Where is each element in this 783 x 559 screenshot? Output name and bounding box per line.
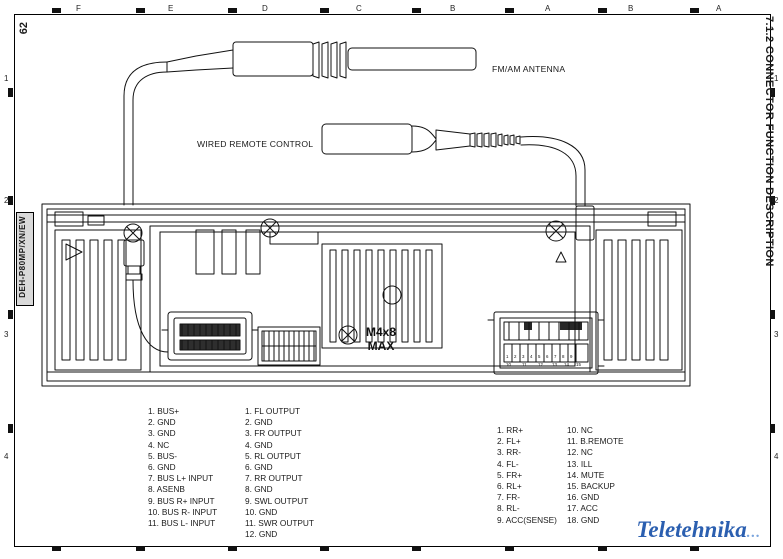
pin-item: 8. RL- [497,503,520,514]
pin-item: 5. FR+ [497,469,523,480]
pin-item: 4. GND [245,439,273,450]
pin-item: 2. GND [245,417,273,428]
svg-text:15: 15 [576,362,581,367]
column-mark-f: F [76,4,81,13]
row-mark-3: 3 [4,330,9,339]
watermark [636,517,761,543]
screw-spec-line1: M4x8 [365,325,397,339]
watermark-dots: ... [746,525,761,541]
pin-item: 7. BUS L+ INPUT [148,473,214,484]
svg-text:9: 9 [570,354,573,359]
pin-item: 1. BUS+ [148,406,180,416]
svg-text:1: 1 [506,354,509,359]
column-mark-e: E [168,4,174,13]
row-mark-1-right: 1 [774,74,779,83]
pin-item: 6. RL+ [497,481,522,492]
pin-item: 18. GND [567,514,600,525]
pin-item: 8. ASENB [148,484,185,495]
pin-item: 12. NC [567,447,593,458]
pin-item: 8. GND [245,484,273,495]
svg-text:8: 8 [562,354,565,359]
pin-item: 2. FL+ [497,436,521,447]
column-mark-b: B [450,4,456,13]
pin-list-bus [148,406,217,529]
pin-item: 10. NC [567,425,593,435]
svg-text:2: 2 [514,354,517,359]
pin-item: 15. BACKUP [567,481,615,492]
pin-item: 13. ILL [567,458,593,469]
row-mark-3-right: 3 [774,330,779,339]
pin-item: 6. GND [245,462,273,473]
row-mark-4: 4 [4,452,9,461]
pin-item: 1. RR+ [497,425,524,435]
svg-text:12: 12 [538,362,543,367]
pin-item: 9. BUS R+ INPUT [148,495,215,506]
pin-list-power-right [567,425,624,526]
column-mark-a: A [545,4,551,13]
pin-item: 16. GND [567,492,600,503]
column-mark-c: C [356,4,362,13]
pin-item: 17. ACC [567,503,598,514]
column-mark-a2: A [716,4,722,13]
row-mark-4-right: 4 [774,452,779,461]
page-number: 62 [18,22,30,35]
pin-item: 2. GND [148,417,176,428]
svg-text:7: 7 [554,354,557,359]
pin-list-output [245,406,314,540]
pin-item: 3. RR- [497,447,521,458]
row-mark-2: 2 [4,196,9,205]
pin-item: 11. SWR OUTPUT [245,518,314,529]
pin-item: 10. GND [245,506,278,517]
svg-text:4: 4 [530,354,533,359]
pin-item: 5. BUS- [148,450,178,461]
pin-item: 5. RL OUTPUT [245,450,301,461]
pin-item: 12. GND [245,529,278,540]
pin-item: 4. FL- [497,458,519,469]
pin-item: 7. RR OUTPUT [245,473,303,484]
pin-item: 9. ACC(SENSE) [497,514,557,525]
pin-item: 1. FL OUTPUT [245,406,301,416]
pin-item: 3. GND [148,428,176,439]
svg-text:10: 10 [506,362,511,367]
svg-text:11: 11 [522,362,527,367]
svg-text:13: 13 [552,362,557,367]
pin-item: 10. BUS R- INPUT [148,506,218,517]
pin-list-power-left [497,425,557,526]
pin-item: 14. MUTE [567,469,605,480]
svg-text:5: 5 [538,354,541,359]
row-mark-1: 1 [4,74,9,83]
pin-item: 7. FR- [497,492,521,503]
section-title: 7.1.2 CONNECTOR FUNCTION DESCRIPTION [763,16,775,267]
column-mark-d: D [262,4,268,13]
svg-text:6: 6 [546,354,549,359]
pin-item: 6. GND [148,462,176,473]
antenna-label: FM/AM ANTENNA [492,64,566,74]
watermark-text: Teletehnika [636,517,747,542]
svg-text:3: 3 [522,354,525,359]
screw-spec-line2: MAX [367,339,395,353]
model-tab-label: DEH-P80MP/XN/EW [18,216,27,298]
svg-text:14: 14 [564,362,569,367]
pin-item: 11. B.REMOTE [567,436,624,447]
pin-item: 11. BUS L- INPUT [148,518,216,529]
row-mark-2-right: 2 [774,196,779,205]
pin-item: 3. FR OUTPUT [245,428,302,439]
remote-label: WIRED REMOTE CONTROL [197,139,314,149]
pin-item: 4. NC [148,439,170,450]
pin-item: 9. SWL OUTPUT [245,495,309,506]
column-mark-b2: B [628,4,634,13]
